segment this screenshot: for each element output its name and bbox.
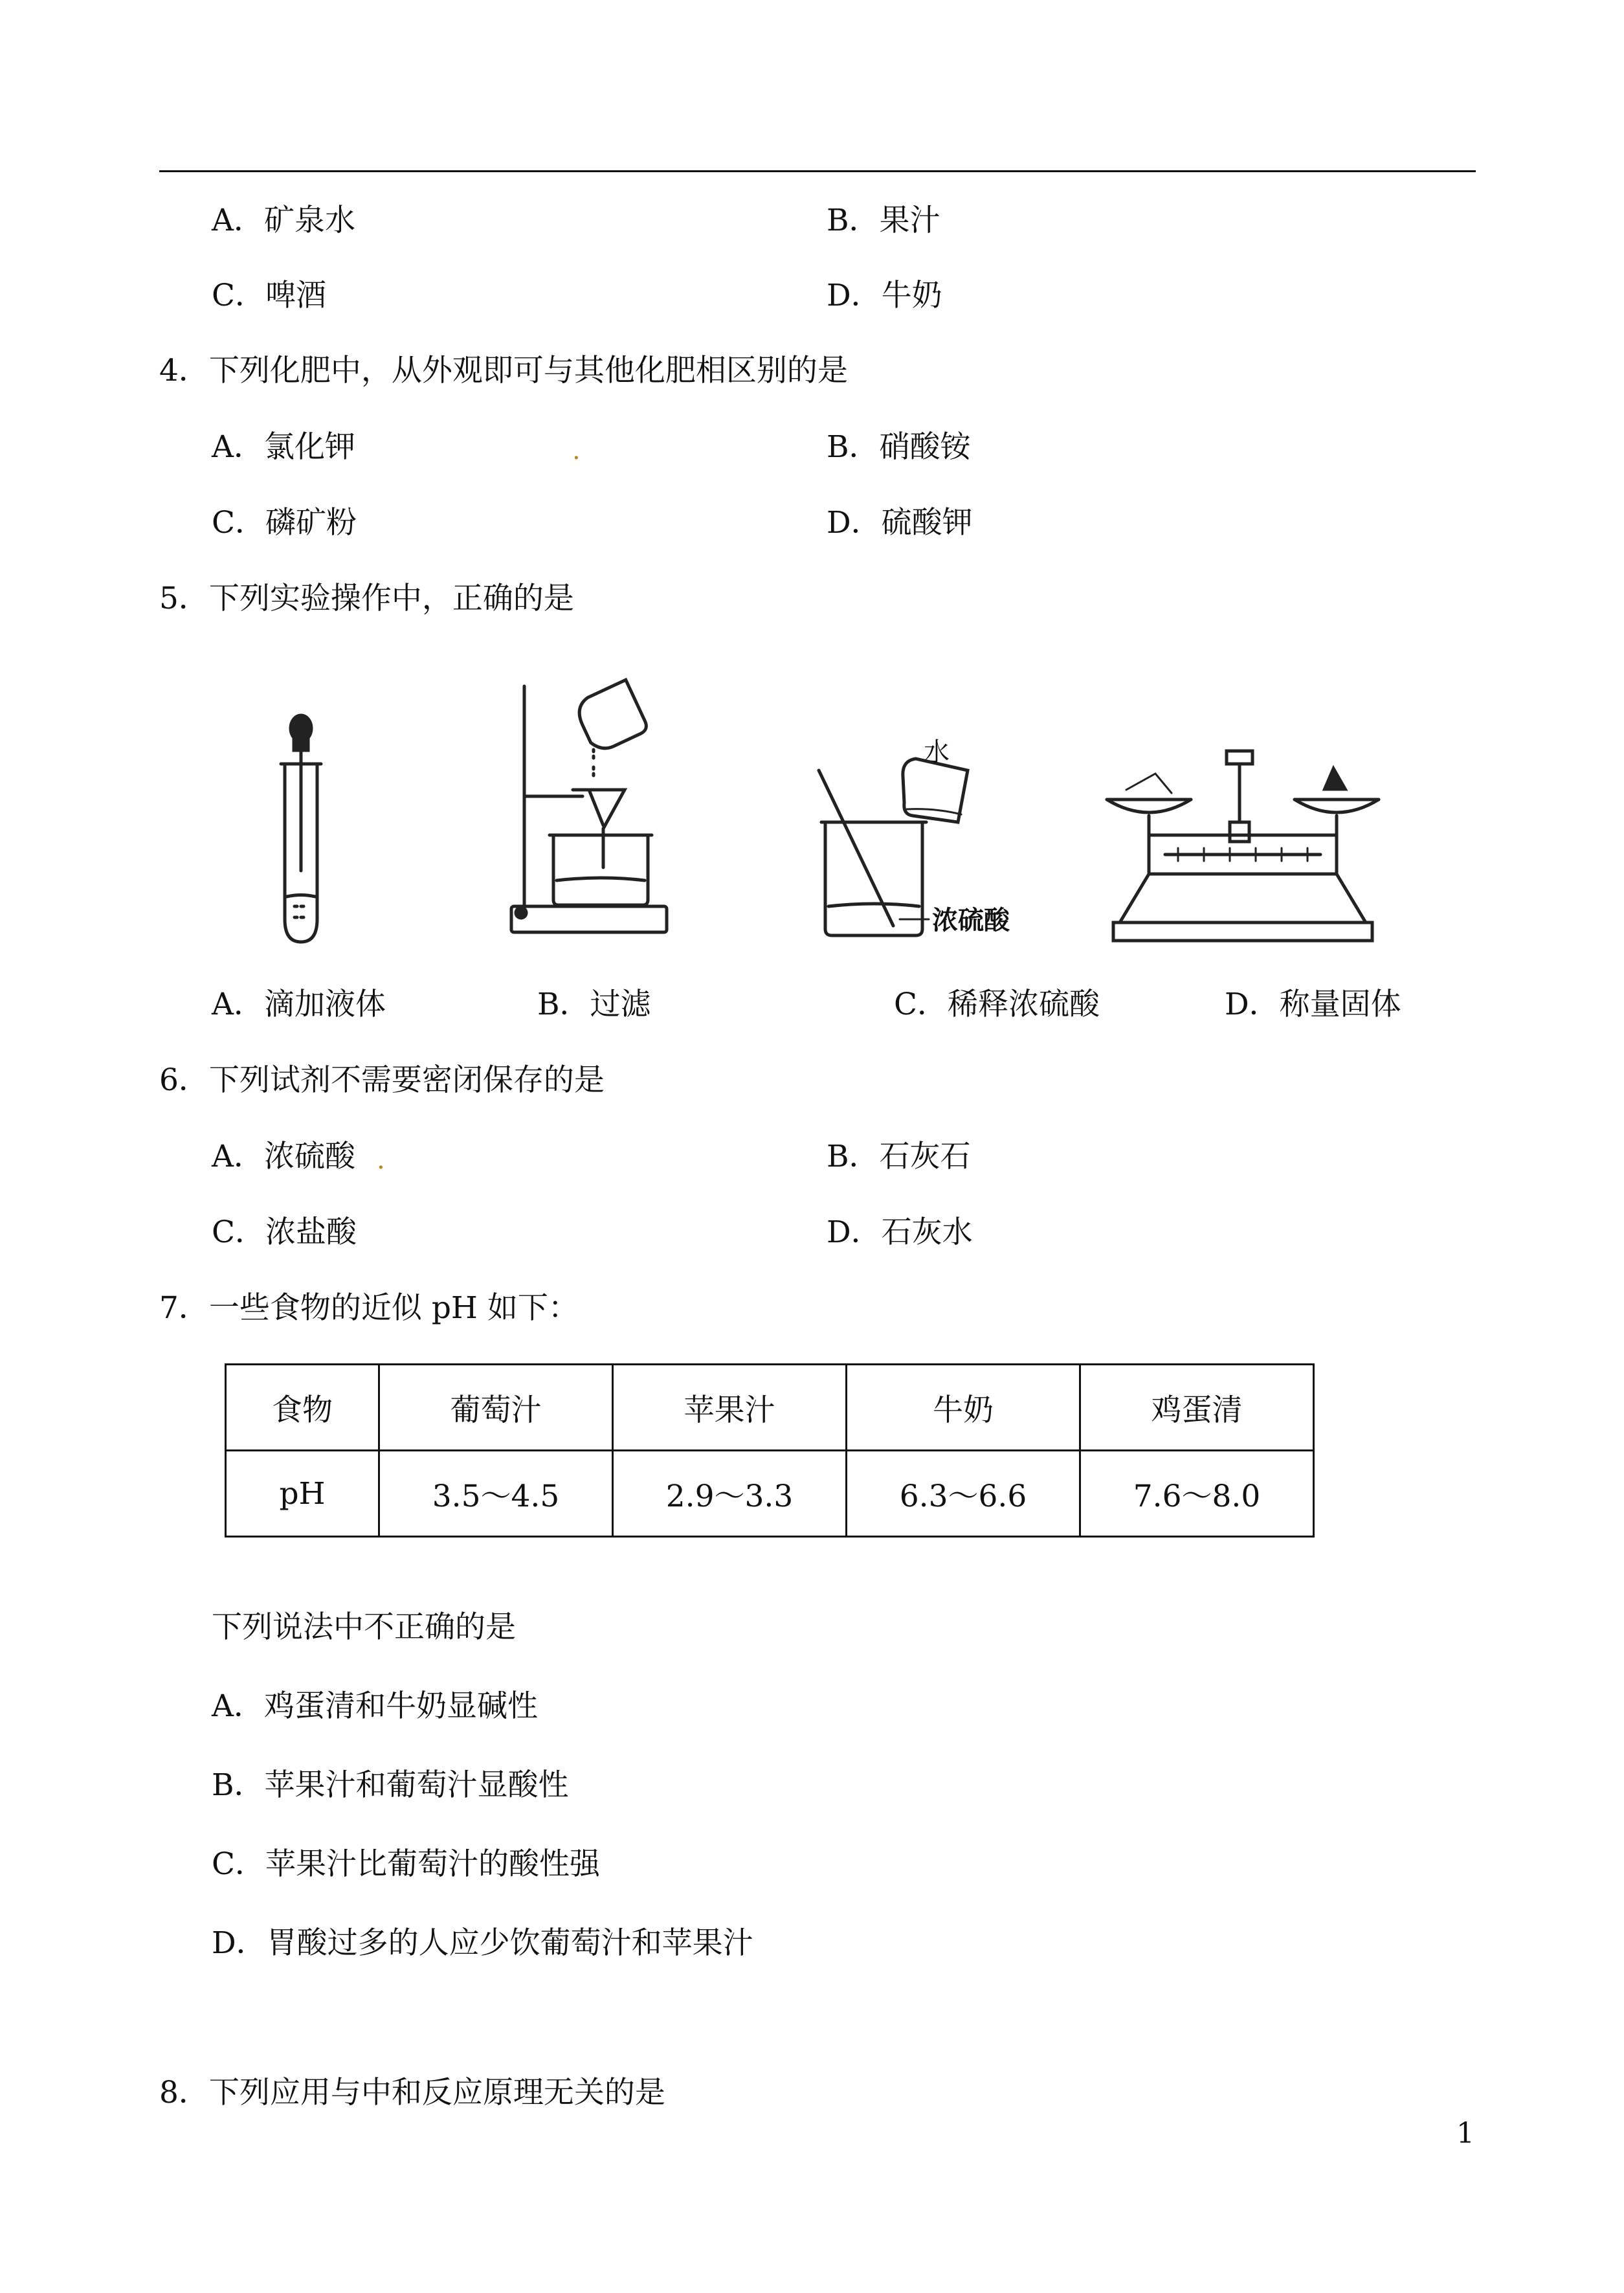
stray-dot: . bbox=[572, 436, 581, 465]
figure-filtration bbox=[492, 673, 673, 952]
table-header-row bbox=[226, 1365, 1314, 1451]
q5-option-d[interactable]: D．称量固体 bbox=[1225, 987, 1401, 1022]
table-cell: 2.9～3.3 bbox=[613, 1451, 847, 1537]
q7-option-b[interactable]: B．苹果汁和葡萄汁显酸性 bbox=[212, 1767, 569, 1803]
table-cell: 苹果汁 bbox=[613, 1365, 847, 1451]
q4-option-a[interactable]: A．氯化钾 bbox=[212, 429, 355, 465]
q3-option-c[interactable]: C．啤酒 bbox=[212, 278, 326, 313]
q6-option-d[interactable]: D．石灰水 bbox=[827, 1214, 973, 1250]
q5-option-a[interactable]: A．滴加液体 bbox=[212, 987, 386, 1022]
table-cell: 葡萄汁 bbox=[379, 1365, 613, 1451]
q3-option-d[interactable]: D．牛奶 bbox=[827, 278, 942, 313]
q7-option-d[interactable]: D．胃酸过多的人应少饮葡萄汁和苹果汁 bbox=[212, 1925, 753, 1961]
q7-option-c[interactable]: C．苹果汁比葡萄汁的酸性强 bbox=[212, 1846, 600, 1882]
q4-option-b[interactable]: B．硝酸铵 bbox=[827, 429, 971, 465]
q3-option-b[interactable]: B．果汁 bbox=[827, 203, 940, 238]
q6-option-c[interactable]: C．浓盐酸 bbox=[212, 1214, 357, 1250]
q6-option-a[interactable]: A．浓硫酸 bbox=[212, 1139, 355, 1174]
figure-label-acid: 浓硫酸 bbox=[932, 906, 1010, 935]
table-cell: 6.3～6.6 bbox=[847, 1451, 1080, 1537]
table-cell: 牛奶 bbox=[847, 1365, 1080, 1451]
figure-label-water: 水 bbox=[924, 737, 950, 767]
q7-sub-stem: 下列说法中不正确的是 bbox=[212, 1609, 516, 1645]
q5-stem: 5．下列实验操作中，正确的是 bbox=[159, 581, 574, 616]
figure-dropper-test-tube bbox=[265, 709, 343, 948]
figure-dilute-sulfuric-acid bbox=[806, 732, 1052, 952]
table-cell: pH bbox=[226, 1451, 379, 1537]
q5-option-c[interactable]: C．稀释浓硫酸 bbox=[894, 987, 1100, 1022]
table-cell: 7.6～8.0 bbox=[1080, 1451, 1314, 1537]
table-cell: 鸡蛋清 bbox=[1080, 1365, 1314, 1451]
q4-option-c[interactable]: C．磷矿粉 bbox=[212, 505, 357, 541]
q5-option-b[interactable]: B．过滤 bbox=[537, 987, 651, 1022]
stray-dot: . bbox=[377, 1145, 385, 1175]
q8-stem: 8．下列应用与中和反应原理无关的是 bbox=[159, 2075, 665, 2110]
figure-balance-scale bbox=[1100, 738, 1385, 952]
table-cell: 3.5～4.5 bbox=[379, 1451, 613, 1537]
q4-option-d[interactable]: D．硫酸钾 bbox=[827, 505, 973, 541]
q3-option-a[interactable]: A．矿泉水 bbox=[212, 203, 355, 238]
page-number: 1 bbox=[1456, 2117, 1474, 2150]
q7-stem: 7．一些食物的近似 pH 如下： bbox=[159, 1290, 579, 1326]
table-row bbox=[226, 1451, 1314, 1537]
header-rule bbox=[159, 170, 1476, 172]
q6-option-b[interactable]: B．石灰石 bbox=[827, 1139, 971, 1174]
q6-stem: 6．下列试剂不需要密闭保存的是 bbox=[159, 1062, 605, 1098]
q7-option-a[interactable]: A．鸡蛋清和牛奶显碱性 bbox=[212, 1688, 538, 1724]
ph-table bbox=[225, 1363, 1315, 1538]
table-cell: 食物 bbox=[226, 1365, 379, 1451]
q4-stem: 4．下列化肥中，从外观即可与其他化肥相区别的是 bbox=[159, 353, 848, 388]
